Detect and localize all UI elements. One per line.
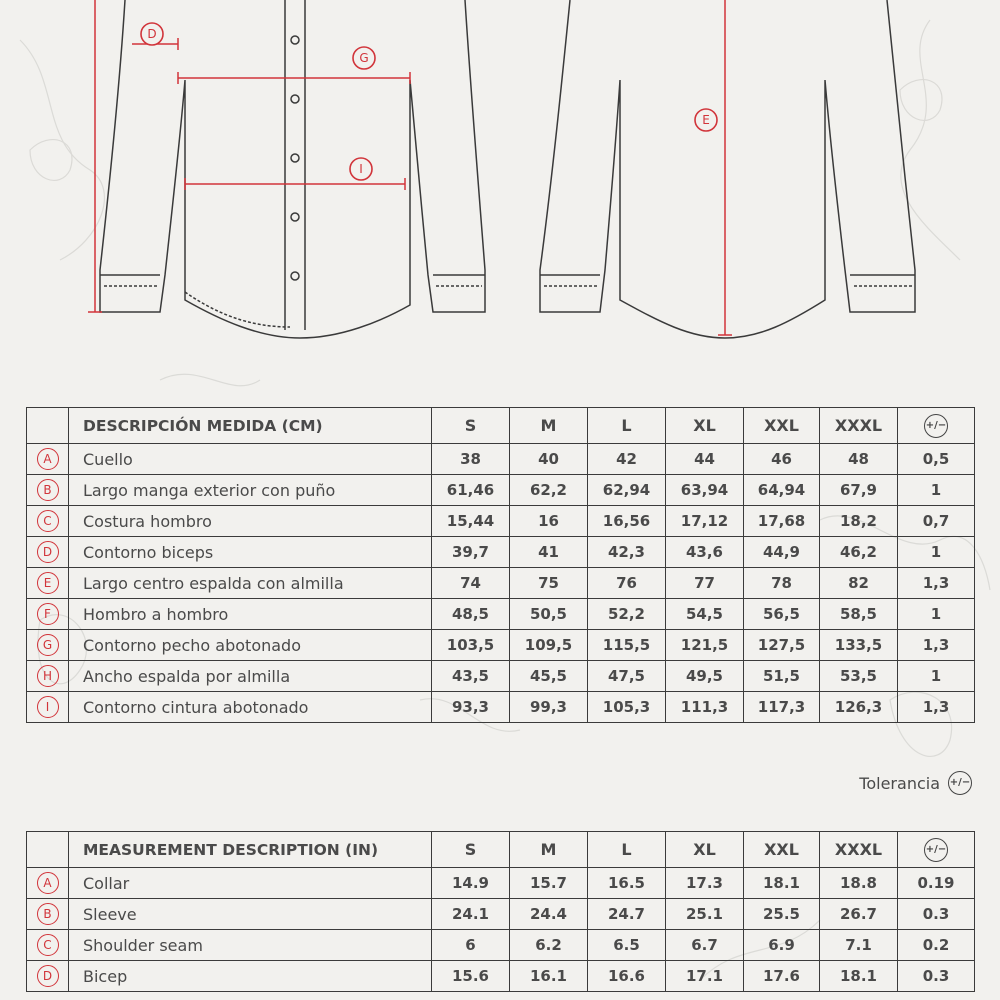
row-value: 17.3 bbox=[666, 868, 744, 899]
row-value: 40 bbox=[510, 444, 588, 475]
row-value: 121,5 bbox=[666, 630, 744, 661]
row-letter-cell bbox=[27, 506, 69, 537]
measure-letter-badge: D bbox=[37, 965, 59, 987]
row-value: 24.7 bbox=[588, 899, 666, 930]
row-tolerance: 1 bbox=[898, 537, 975, 568]
row-value: 41 bbox=[510, 537, 588, 568]
header-size-xxxl: XXXL bbox=[820, 832, 898, 868]
header-size-m: M bbox=[510, 832, 588, 868]
measure-letter-badge: B bbox=[37, 903, 59, 925]
row-letter-cell bbox=[27, 661, 69, 692]
header-size-xl: XL bbox=[666, 832, 744, 868]
row-value: 24.4 bbox=[510, 899, 588, 930]
table-row bbox=[27, 868, 975, 899]
row-value: 77 bbox=[666, 568, 744, 599]
row-letter-cell bbox=[27, 444, 69, 475]
row-description: Sleeve bbox=[69, 899, 432, 930]
row-value: 52,2 bbox=[588, 599, 666, 630]
row-value: 15.6 bbox=[432, 961, 510, 992]
measure-letter-badge: C bbox=[37, 934, 59, 956]
row-value: 117,3 bbox=[744, 692, 820, 723]
row-value: 64,94 bbox=[744, 475, 820, 506]
table-header-row bbox=[27, 832, 975, 868]
table-row bbox=[27, 599, 975, 630]
row-value: 6.9 bbox=[744, 930, 820, 961]
row-value: 18,2 bbox=[820, 506, 898, 537]
row-description: Cuello bbox=[69, 444, 432, 475]
row-value: 17.1 bbox=[666, 961, 744, 992]
row-value: 24.1 bbox=[432, 899, 510, 930]
row-value: 39,7 bbox=[432, 537, 510, 568]
row-value: 17.6 bbox=[744, 961, 820, 992]
row-tolerance: 1,3 bbox=[898, 568, 975, 599]
row-value: 62,2 bbox=[510, 475, 588, 506]
row-value: 50,5 bbox=[510, 599, 588, 630]
measure-letter-badge: E bbox=[37, 572, 59, 594]
row-letter-cell bbox=[27, 692, 69, 723]
measure-letter-badge: H bbox=[37, 665, 59, 687]
table-row bbox=[27, 568, 975, 599]
row-value: 46,2 bbox=[820, 537, 898, 568]
measure-letter-badge: G bbox=[37, 634, 59, 656]
row-value: 63,94 bbox=[666, 475, 744, 506]
table-row bbox=[27, 475, 975, 506]
row-value: 44,9 bbox=[744, 537, 820, 568]
row-value: 105,3 bbox=[588, 692, 666, 723]
row-description: Largo centro espalda con almilla bbox=[69, 568, 432, 599]
measure-letter-badge: A bbox=[37, 872, 59, 894]
row-value: 82 bbox=[820, 568, 898, 599]
row-value: 48 bbox=[820, 444, 898, 475]
row-description: Costura hombro bbox=[69, 506, 432, 537]
header-size-xl: XL bbox=[666, 408, 744, 444]
header-size-xxxl: XXXL bbox=[820, 408, 898, 444]
row-value: 16.1 bbox=[510, 961, 588, 992]
row-value: 43,6 bbox=[666, 537, 744, 568]
row-letter-cell bbox=[27, 899, 69, 930]
row-value: 17,68 bbox=[744, 506, 820, 537]
row-value: 56,5 bbox=[744, 599, 820, 630]
row-value: 74 bbox=[432, 568, 510, 599]
row-value: 15.7 bbox=[510, 868, 588, 899]
tolerance-icon: +/− bbox=[924, 838, 948, 862]
row-value: 38 bbox=[432, 444, 510, 475]
row-letter-cell bbox=[27, 568, 69, 599]
row-value: 18.8 bbox=[820, 868, 898, 899]
row-value: 43,5 bbox=[432, 661, 510, 692]
row-description: Collar bbox=[69, 868, 432, 899]
label-d: D bbox=[147, 27, 157, 41]
size-table-in bbox=[26, 831, 975, 992]
row-value: 6.7 bbox=[666, 930, 744, 961]
measure-letter-badge: B bbox=[37, 479, 59, 501]
row-value: 15,44 bbox=[432, 506, 510, 537]
shirt-diagram bbox=[0, 0, 1000, 350]
row-value: 17,12 bbox=[666, 506, 744, 537]
row-tolerance: 0.3 bbox=[898, 899, 975, 930]
row-value: 44 bbox=[666, 444, 744, 475]
header-size-s: S bbox=[432, 408, 510, 444]
row-value: 54,5 bbox=[666, 599, 744, 630]
row-value: 42,3 bbox=[588, 537, 666, 568]
row-value: 45,5 bbox=[510, 661, 588, 692]
row-value: 26.7 bbox=[820, 899, 898, 930]
table-row bbox=[27, 692, 975, 723]
row-value: 53,5 bbox=[820, 661, 898, 692]
row-letter-cell bbox=[27, 868, 69, 899]
row-value: 58,5 bbox=[820, 599, 898, 630]
header-size-l: L bbox=[588, 832, 666, 868]
row-value: 109,5 bbox=[510, 630, 588, 661]
row-value: 111,3 bbox=[666, 692, 744, 723]
row-letter-cell bbox=[27, 537, 69, 568]
table-row bbox=[27, 506, 975, 537]
header-description: DESCRIPCIÓN MEDIDA (CM) bbox=[69, 408, 432, 444]
row-value: 46 bbox=[744, 444, 820, 475]
row-value: 133,5 bbox=[820, 630, 898, 661]
back-shirt-illustration bbox=[540, 0, 915, 338]
row-value: 76 bbox=[588, 568, 666, 599]
row-description: Shoulder seam bbox=[69, 930, 432, 961]
header-size-s: S bbox=[432, 832, 510, 868]
size-table-cm bbox=[26, 407, 975, 723]
row-value: 16.6 bbox=[588, 961, 666, 992]
measure-letter-badge: C bbox=[37, 510, 59, 532]
row-value: 42 bbox=[588, 444, 666, 475]
table-row bbox=[27, 630, 975, 661]
row-letter-cell bbox=[27, 475, 69, 506]
label-i: I bbox=[359, 162, 363, 176]
row-value: 14.9 bbox=[432, 868, 510, 899]
row-letter-cell bbox=[27, 930, 69, 961]
row-tolerance: 1,3 bbox=[898, 630, 975, 661]
row-tolerance: 0.3 bbox=[898, 961, 975, 992]
row-value: 67,9 bbox=[820, 475, 898, 506]
tolerance-legend bbox=[859, 771, 972, 795]
row-value: 7.1 bbox=[820, 930, 898, 961]
row-value: 6 bbox=[432, 930, 510, 961]
table-row bbox=[27, 444, 975, 475]
header-letter-cell bbox=[27, 832, 69, 868]
measure-letter-badge: D bbox=[37, 541, 59, 563]
table-row bbox=[27, 661, 975, 692]
row-value: 126,3 bbox=[820, 692, 898, 723]
row-value: 78 bbox=[744, 568, 820, 599]
measure-letter-badge: F bbox=[37, 603, 59, 625]
row-value: 25.5 bbox=[744, 899, 820, 930]
row-value: 18.1 bbox=[744, 868, 820, 899]
header-letter-cell bbox=[27, 408, 69, 444]
row-value: 62,94 bbox=[588, 475, 666, 506]
row-description: Hombro a hombro bbox=[69, 599, 432, 630]
row-letter-cell bbox=[27, 599, 69, 630]
row-tolerance: 1 bbox=[898, 475, 975, 506]
row-description: Contorno biceps bbox=[69, 537, 432, 568]
front-shirt-illustration bbox=[100, 0, 485, 338]
row-tolerance: 0.19 bbox=[898, 868, 975, 899]
header-size-xxl: XXL bbox=[744, 408, 820, 444]
row-tolerance: 0.2 bbox=[898, 930, 975, 961]
row-value: 93,3 bbox=[432, 692, 510, 723]
row-value: 99,3 bbox=[510, 692, 588, 723]
row-letter-cell bbox=[27, 961, 69, 992]
row-description: Largo manga exterior con puño bbox=[69, 475, 432, 506]
table-header-row bbox=[27, 408, 975, 444]
header-tolerance bbox=[898, 832, 975, 868]
row-description: Contorno cintura abotonado bbox=[69, 692, 432, 723]
row-tolerance: 0,7 bbox=[898, 506, 975, 537]
row-value: 18.1 bbox=[820, 961, 898, 992]
row-tolerance: 1 bbox=[898, 661, 975, 692]
row-value: 48,5 bbox=[432, 599, 510, 630]
row-description: Contorno pecho abotonado bbox=[69, 630, 432, 661]
tolerance-label: Tolerancia bbox=[859, 773, 940, 793]
row-value: 115,5 bbox=[588, 630, 666, 661]
row-tolerance: 0,5 bbox=[898, 444, 975, 475]
row-value: 51,5 bbox=[744, 661, 820, 692]
measure-letter-badge: I bbox=[37, 696, 59, 718]
label-g: G bbox=[359, 51, 369, 65]
row-value: 103,5 bbox=[432, 630, 510, 661]
row-tolerance: 1,3 bbox=[898, 692, 975, 723]
table-row bbox=[27, 899, 975, 930]
header-size-l: L bbox=[588, 408, 666, 444]
table-row bbox=[27, 537, 975, 568]
row-value: 61,46 bbox=[432, 475, 510, 506]
row-value: 16,56 bbox=[588, 506, 666, 537]
table-row bbox=[27, 930, 975, 961]
row-value: 49,5 bbox=[666, 661, 744, 692]
header-tolerance bbox=[898, 408, 975, 444]
row-value: 25.1 bbox=[666, 899, 744, 930]
tolerance-icon: +/− bbox=[924, 414, 948, 438]
header-size-xxl: XXL bbox=[744, 832, 820, 868]
row-value: 16 bbox=[510, 506, 588, 537]
row-value: 6.2 bbox=[510, 930, 588, 961]
row-tolerance: 1 bbox=[898, 599, 975, 630]
row-value: 16.5 bbox=[588, 868, 666, 899]
row-description: Ancho espalda por almilla bbox=[69, 661, 432, 692]
row-description: Bicep bbox=[69, 961, 432, 992]
row-value: 75 bbox=[510, 568, 588, 599]
header-size-m: M bbox=[510, 408, 588, 444]
measure-letter-badge: A bbox=[37, 448, 59, 470]
tolerance-icon: +/− bbox=[948, 771, 972, 795]
header-description: MEASUREMENT DESCRIPTION (IN) bbox=[69, 832, 432, 868]
row-value: 127,5 bbox=[744, 630, 820, 661]
row-letter-cell bbox=[27, 630, 69, 661]
table-row bbox=[27, 961, 975, 992]
label-e: E bbox=[702, 113, 710, 127]
row-value: 6.5 bbox=[588, 930, 666, 961]
row-value: 47,5 bbox=[588, 661, 666, 692]
